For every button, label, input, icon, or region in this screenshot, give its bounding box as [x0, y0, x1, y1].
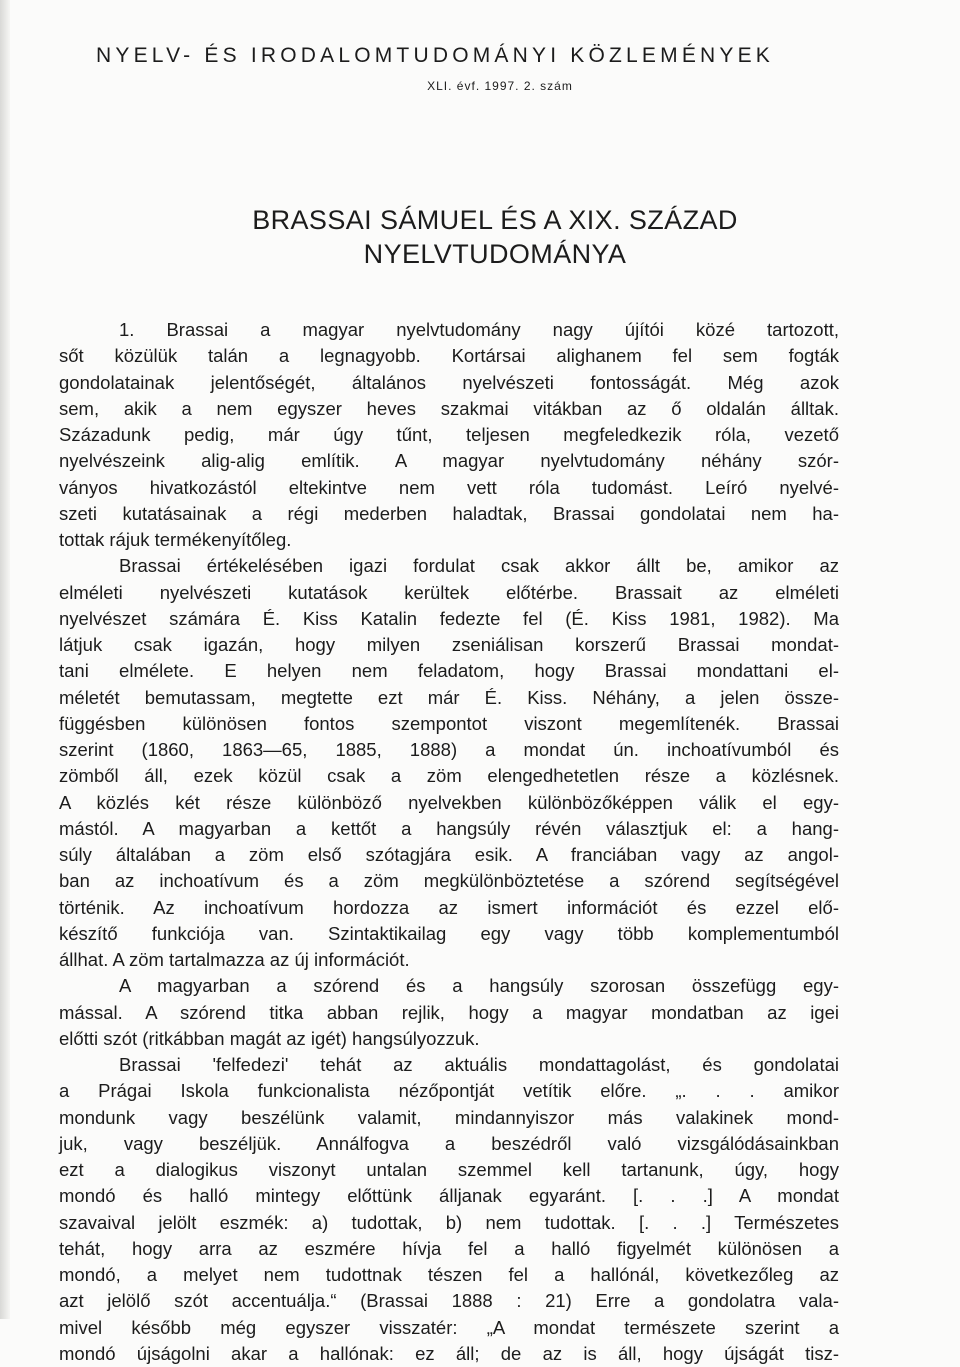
body-line: ban az inchoatívum és a zöm megkülönböztetése a szórend segítségével	[59, 870, 839, 892]
body-line: sem, akik a nem egyszer heves szakmai vitákban az ő oldalán álltak.	[59, 397, 839, 419]
article-title-line-1: BRASSAI SÁMUEL ÉS A XIX. SZÁZAD	[252, 205, 738, 235]
body-line: A magyarban a szórend és a hangsúly szorosan összefügg egy-	[119, 975, 839, 997]
body-line: tehát, hogy arra az eszmére hívja fel a halló figyelmét különösen a	[59, 1237, 839, 1259]
body-line: látjuk csak igazán, hogy milyen zseniálisan korszerű Brassai mondat-	[59, 634, 839, 655]
body-line: sőt közülük talán a legnagyobb. Kortársai alighanem fel sem fogták	[59, 345, 839, 367]
issue-info: XLI. évf. 1997. 2. szám	[427, 79, 573, 93]
body-line: súly általában a zöm első szótagjára esik. A franciában vagy az angol-	[59, 844, 839, 865]
body-line: gondolatainak jelentőségét, általános nyelvészeti fontosságát. Még azok	[59, 371, 839, 393]
body-line: tottak rájuk termékenyítőleg.	[59, 529, 292, 550]
article-body	[59, 317, 839, 1367]
body-line: nyelvészet számára É. Kiss Katalin fedezte fel (É. Kiss 1981, 1982). Ma	[59, 607, 839, 629]
body-line: nyelvészeink alig-alig említik. A magyar nyelvtudomány néhány szór-	[59, 450, 839, 472]
body-line: történik. Az inchoatívum hordozza az ismert információt és ezzel elő-	[59, 896, 839, 918]
body-line: tani elmélete. E helyen nem feladatom, hogy Brassai mondattani el-	[59, 660, 839, 682]
body-line: szerint (1860, 1863—65, 1885, 1888) a mondat ún. inchoatívumból és	[59, 739, 839, 760]
body-line: zömből áll, ezek közül csak a zöm elengedhetetlen része a közlésnek.	[59, 765, 839, 787]
body-line: mondó és halló mintegy előttünk álljanak egyaránt. [. . .] A mondat	[59, 1185, 839, 1207]
body-line: azt jelölő szót accentuálja.“ (Brassai 1888 : 21) Erre a gondolatra vala-	[59, 1290, 839, 1312]
body-line: 1. Brassai a magyar nyelvtudomány nagy újítói közé tartozott,	[119, 319, 839, 340]
body-line: mivel később még egyszer visszatér: „A mondat természete szerint a	[59, 1316, 839, 1338]
body-line: elméleti nyelvészeti kutatások kerültek előtérbe. Brassait az elméleti	[59, 581, 839, 603]
body-line: mondó, a melyet nem tudottnak tészen fel a hallónál, következőleg az	[59, 1264, 839, 1285]
body-line: Századunk pedig, már úgy tűnt, teljesen megfeledkezik róla, vezető	[59, 424, 839, 445]
journal-header: NYELV- ÉS IRODALOMTUDOMÁNYI KÖZLEMÉNYEK	[96, 44, 775, 67]
body-line: juk, vagy beszéljük. Annálfogva a beszédről való vizsgálódásainkban	[59, 1132, 839, 1154]
body-line: szavaival jelölt eszmék: a) tudottak, b) nem tudottak. [. . .] Természetes	[59, 1211, 839, 1233]
body-line: mástól. A magyarban a kettőt a hangsúly révén választjuk el: a hang-	[59, 817, 839, 839]
body-line: mással. A szórend titka abban rejlik, hogy a magyar mondatban az igei	[59, 1001, 839, 1023]
body-line: ezt a dialogikus viszonyt untalan szemmel kell tartanunk, úgy, hogy	[59, 1159, 839, 1180]
body-line: állhat. A zöm tartalmazza az új információt.	[59, 949, 410, 970]
body-line: mondunk vagy beszélünk valamit, mindannyiszor más valakinek mond-	[59, 1106, 839, 1128]
body-line: Brassai értékelésében igazi fordulat csak akkor állt be, amikor az	[119, 555, 839, 577]
scan-edge	[0, 0, 10, 1319]
body-line: Brassai 'felfedezi' tehát az aktuális mondattagolást, és gondolatai	[119, 1054, 839, 1075]
body-line: készítő funkciója van. Szintaktikailag egy vagy több komplementumból	[59, 922, 839, 944]
body-line: szeti kutatásainak a régi mederben haladtak, Brassai gondolatai nem ha-	[59, 502, 839, 524]
body-line: függésben különösen fontos szempontot viszont megemlítenék. Brassai	[59, 712, 839, 734]
body-line: a Prágai Iskola funkcionalista nézőpontját vetítik előre. „. . . amikor	[59, 1080, 839, 1102]
body-line: mondó újságolni akar a hallónak: ez áll; de az is áll, hogy újságát tisz-	[59, 1342, 839, 1364]
body-line: előtti szót (ritkábban magát az igét) hangsúlyozzuk.	[59, 1027, 480, 1049]
body-line: méletét bemutassam, megtette ezt már É. Kiss. Néhány, a jelen össze-	[59, 686, 839, 708]
article-title-line-2: NYELVTUDOMÁNYA	[363, 239, 627, 269]
body-line: ványos hivatkozástól eltekintve nem vett róla tudomást. Leíró nyelvé-	[59, 476, 839, 498]
body-line: A közlés két része különböző nyelvekben különbözőképpen válik el egy-	[59, 791, 839, 813]
